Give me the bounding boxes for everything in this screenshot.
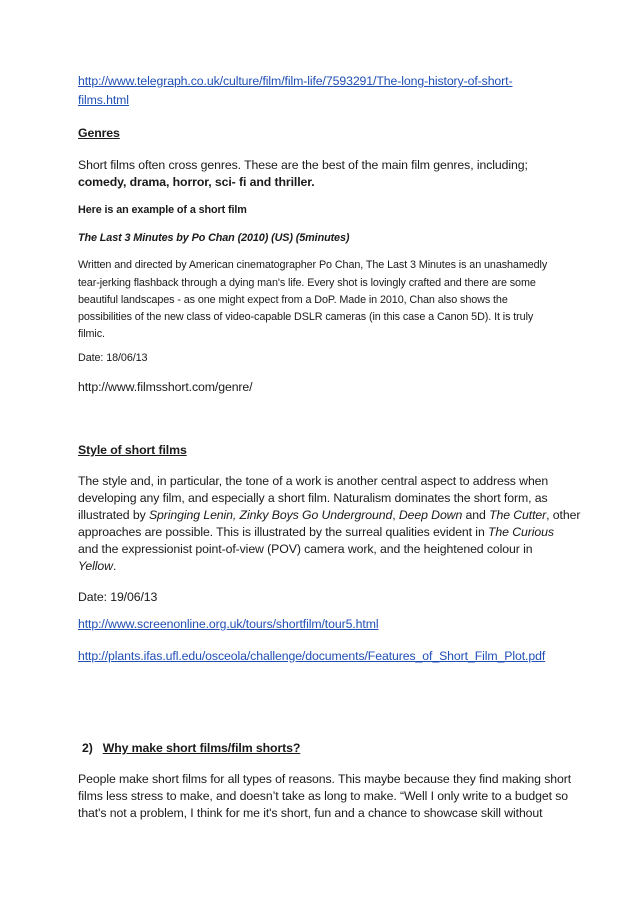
genres-paragraph-line2: comedy, drama, horror, sci- fi and thriller.: [78, 175, 315, 189]
example-body-line5: filmic.: [78, 328, 105, 340]
telegraph-link-line1[interactable]: http://www.telegraph.co.uk/culture/film/film-life/7593291/The-long-history-of-short-: [78, 74, 513, 88]
example-heading: Here is an example of a short film: [78, 204, 247, 216]
why-heading-text: Why make short films/film shorts?: [102, 741, 301, 755]
plants-link-text[interactable]: http://plants.ifas.ufl.edu/osceola/challenge/documents/Features_of_Short_Film_Plot.pdf: [78, 649, 546, 663]
screenonline-link-text[interactable]: http://www.screenonline.org.uk/tours/shortfilm/tour5.html: [78, 617, 379, 631]
film-name-yellow: Yellow: [78, 559, 113, 573]
example-body-line1: Written and directed by American cinematographer Po Chan, The Last 3 Minutes is an unashamedly: [78, 259, 548, 271]
example-film-title: The Last 3 Minutes by Po Chan (2010) (US) (5minutes): [78, 232, 350, 244]
why-line2: films less stress to make, and doesn’t take as long to make. “Well I only write to a budget so: [78, 789, 568, 803]
why-line1: People make short films for all types of reasons. This maybe because they find making short: [78, 772, 572, 786]
example-date: Date: 18/06/13: [78, 352, 148, 364]
telegraph-link[interactable]: [78, 74, 512, 88]
style-line3-c: ,: [392, 508, 399, 522]
telegraph-link-line2[interactable]: films.html: [78, 93, 129, 107]
example-body-line4: possibilities of the new class of video-capable DSLR cameras (in this case a Canon 5D). It is truly: [78, 311, 534, 323]
style-line2: developing any film, and especially a short film. Naturalism dominates the short form, as: [78, 491, 548, 505]
film-name-the-cutter: The Cutter: [489, 508, 547, 522]
film-name-deep-down: Deep Down: [398, 508, 463, 522]
genres-heading: Genres: [78, 126, 120, 140]
style-line3-g: , other: [546, 508, 581, 522]
style-line6: [78, 559, 116, 573]
style-line3-a: illustrated by: [78, 508, 149, 522]
telegraph-link-cont[interactable]: [78, 93, 129, 107]
style-line3-e: and: [462, 508, 490, 522]
why-line3: that's not a problem, I think for me it's short, fun and a chance to showcase skill without: [78, 806, 543, 820]
style-line4-a: approaches are possible. This is illustrated by the surreal qualities evident in: [78, 525, 488, 539]
style-line1: The style and, in particular, the tone of a work is another central aspect to address when: [78, 474, 549, 488]
screenonline-link[interactable]: [78, 617, 379, 631]
film-names-1: Springing Lenin, Zinky Boys Go Underground: [148, 508, 393, 522]
example-body-line3: beautiful landscapes - as one might expect from a DoP. Made in 2010, Chan also shows the: [78, 294, 508, 306]
style-line5: and the expressionist point-of-view (POV) camera work, and the heightened colour in: [78, 542, 533, 556]
style-line6-b: .: [112, 559, 117, 573]
style-heading: Style of short films: [78, 443, 187, 457]
genres-paragraph-line1: Short films often cross genres. These are the best of the main film genres, including;: [78, 158, 528, 172]
why-heading-number: 2): [82, 741, 93, 755]
example-body-line2: tear-jerking flashback through a dying man's life. Every shot is lovingly crafted and there are some: [78, 277, 536, 289]
style-line3: [78, 508, 580, 522]
style-line4: [78, 525, 554, 539]
filmsshort-link-text[interactable]: http://www.filmsshort.com/genre/: [78, 380, 253, 394]
plants-link[interactable]: [78, 649, 545, 663]
film-name-the-curious: The Curious: [488, 525, 554, 539]
style-date: Date: 19/06/13: [78, 590, 158, 604]
why-heading: [82, 741, 300, 755]
filmsshort-link[interactable]: [78, 380, 252, 394]
